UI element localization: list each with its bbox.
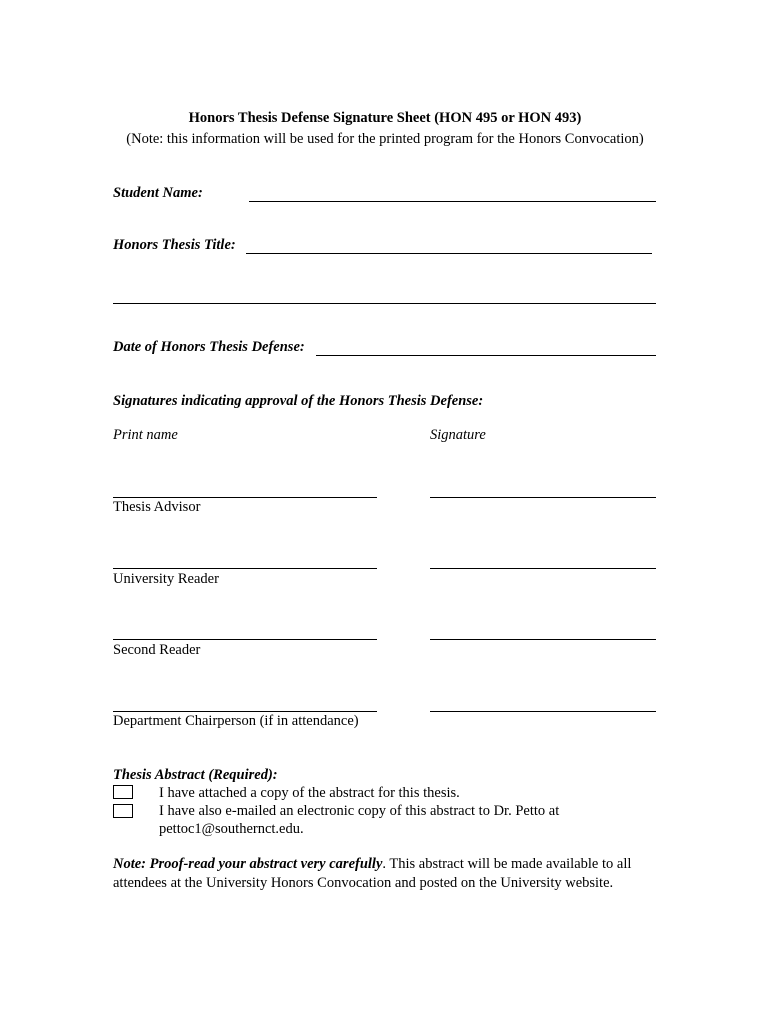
student-name-label: Student Name: (113, 185, 203, 201)
role-label: Thesis Advisor (113, 499, 201, 515)
role-label: University Reader (113, 571, 219, 587)
page-title: Honors Thesis Defense Signature Sheet (HON 495 or HON 493) (188, 110, 582, 126)
second-reader-print-name-field[interactable] (113, 639, 377, 640)
defense-date-field[interactable] (316, 355, 656, 356)
advisor-print-name-field[interactable] (113, 497, 377, 498)
abstract-heading: Thesis Abstract (Required): (113, 767, 278, 783)
note-line-1 (113, 856, 631, 873)
note-emphasis: Note: Proof-read your abstract very carefully (113, 856, 383, 872)
abstract-email-address: pettoc1@southernct.edu. (159, 821, 304, 837)
thesis-title-field[interactable] (246, 253, 652, 254)
thesis-title-field-line-2[interactable] (113, 303, 656, 304)
page-subtitle: (Note: this information will be used for the printed program for the Honors Convocation) (126, 131, 644, 147)
university-reader-signature-field[interactable] (430, 568, 656, 569)
student-name-field[interactable] (249, 201, 656, 202)
signatures-heading: Signatures indicating approval of the Honors Thesis Defense: (113, 393, 484, 409)
abstract-emailed-label: I have also e-mailed an electronic copy of this abstract to Dr. Petto at (159, 803, 560, 819)
print-name-column-label: Print name (113, 427, 178, 443)
chairperson-print-name-field[interactable] (113, 711, 377, 712)
chairperson-signature-field[interactable] (430, 711, 656, 712)
abstract-attached-checkbox[interactable] (113, 785, 133, 799)
signature-column-label: Signature (430, 427, 486, 443)
role-label: Department Chairperson (if in attendance) (113, 713, 359, 729)
role-label: Second Reader (113, 642, 201, 658)
note-text: . This abstract will be made available to all (382, 856, 632, 872)
thesis-title-label: Honors Thesis Title: (113, 237, 236, 253)
second-reader-signature-field[interactable] (430, 639, 656, 640)
advisor-signature-field[interactable] (430, 497, 656, 498)
university-reader-print-name-field[interactable] (113, 568, 377, 569)
defense-date-label: Date of Honors Thesis Defense: (113, 339, 305, 355)
note-line-2: attendees at the University Honors Convocation and posted on the University website. (113, 875, 614, 891)
abstract-attached-label: I have attached a copy of the abstract for this thesis. (159, 785, 460, 801)
abstract-emailed-checkbox[interactable] (113, 804, 133, 818)
